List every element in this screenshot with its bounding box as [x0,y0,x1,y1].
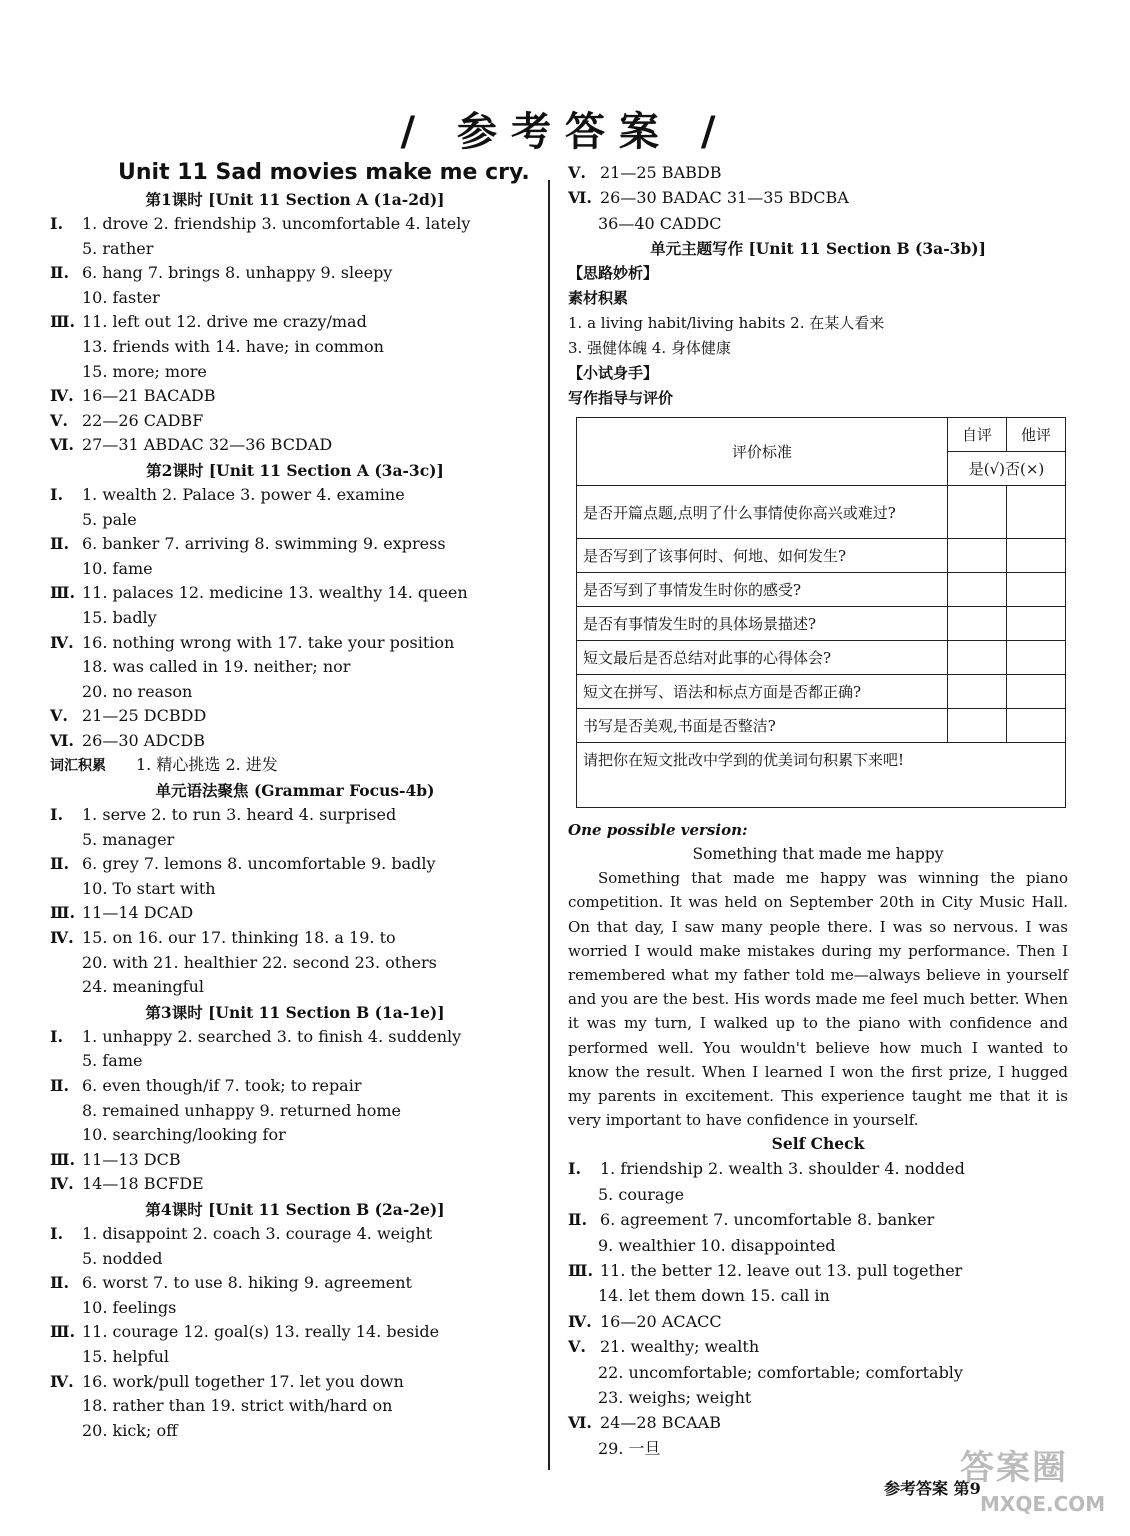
answer-line [568,160,1068,185]
section-number: Ⅱ. [50,263,70,283]
answer-line: 9. wealthier 10. disappointed [598,1235,836,1255]
answer-line [50,532,540,557]
answer-line [50,803,540,828]
answer-line: 15. more; more [82,361,207,381]
peer-check-cell[interactable] [1007,675,1066,709]
section-heading: 写作指导与评价 [568,389,674,408]
answer-text: 14—18 BCFDE [82,1174,204,1194]
answer-line [50,631,540,656]
section-number: Ⅵ. [50,730,74,750]
answer-text: 16—20 ACACC [600,1311,722,1331]
table-header-yesno: 是(√)否(×) [948,452,1066,486]
answer-line [50,1320,540,1345]
section-number: Ⅰ. [50,1223,64,1243]
table-row [577,607,1066,641]
essay-body: Something that made me happy was winning the piano competition. It was held on September 20th in City Music Hall. On that day, I saw many people there. I was so nervous. I was worried I would make mistakes during my performance. Then I remembered what my father told me—always believe in yourself and you are the best. His words made me feel much better. When it was my turn, I walked up to the piano with confidence and performed well. You wouldn't believe how much I wanted to know the result. When I learned I won the first prize, I hugged my parents in excitement. This experience taught me that it is very important to have confidence in yourself. [568,869,1068,1130]
answer-line [568,1410,1068,1435]
answer-text: 1. wealth 2. Palace 3. power 4. examine [82,484,405,504]
answer-text: 1. friendship 2. wealth 3. shoulder 4. nodded [600,1159,965,1179]
answer-line [568,1334,1068,1359]
peer-check-cell[interactable] [1007,641,1066,675]
answer-text: 16—21 BACADB [82,386,216,406]
answer-text: 1. disappoint 2. coach 3. courage 4. weight [82,1223,433,1243]
answer-text: 6. agreement 7. uncomfortable 8. banker [600,1210,935,1230]
answer-line [50,1222,540,1247]
section-number: Ⅰ. [50,1026,64,1046]
answer-line [50,1172,540,1197]
answer-line [50,852,540,877]
answer-text: 1. unhappy 2. searched 3. to finish 4. suddenly [82,1026,462,1046]
answer-line: 13. friends with 14. have; in common [82,336,384,356]
answer-line: 36—40 CADDC [598,213,722,233]
left-answer-list [50,187,540,1443]
section-number: Ⅳ. [50,1174,74,1194]
answer-line [50,483,540,508]
section-number: Ⅱ. [50,1076,70,1095]
section-heading: 素材积累 [568,289,629,308]
peer-check-cell[interactable] [1007,486,1066,539]
self-check-cell[interactable] [948,539,1007,573]
table-criterion: 是否写到了该事何时、何地、如何发生? [577,539,948,573]
answer-line: 5. pale [82,509,137,529]
answer-text: 11. palaces 12. medicine 13. wealthy 14. queen [82,583,468,603]
evaluation-table [576,417,1066,808]
answer-line: 23. weighs; weight [598,1387,752,1407]
table-criterion: 是否开篇点题,点明了什么事情使你高兴或难过? [577,486,948,539]
lesson-heading: 单元主题写作 [Unit 11 Section B (3a-3b)] [650,239,986,259]
answer-line: 5. manager [82,829,175,849]
answer-line: 10. feelings [82,1297,177,1317]
section-number: Ⅲ. [50,583,76,603]
answer-text: 26—30 ADCDB [82,730,206,750]
answer-line [568,1258,1068,1283]
lesson-heading: 第2课时 [Unit 11 Section A (3a-3c)] [146,460,444,480]
self-check-cell[interactable] [948,675,1007,709]
peer-check-cell[interactable] [1007,607,1066,641]
table-criterion: 短文在拼写、语法和标点方面是否都正确? [577,675,948,709]
answer-line [50,753,540,778]
section-number: Ⅴ. [568,1337,586,1357]
section-number: Ⅱ. [50,534,70,554]
unit-title: Unit 11 Sad movies make me cry. [118,160,530,185]
answer-text: 21—25 DCBDD [82,706,207,726]
section-number: Ⅲ. [50,903,76,923]
answer-text: 22—26 CADBF [82,410,204,430]
answer-line [50,729,540,754]
answer-line [568,1207,1068,1232]
section-number: Ⅰ. [50,214,64,233]
answer-line: 10. faster [82,287,160,307]
section-number: Ⅲ. [568,1260,594,1280]
section-heading: 【思路妙析】 [568,264,659,283]
answer-line: 8. remained unhappy 9. returned home [82,1100,401,1120]
answer-line: 5. courage [598,1184,685,1204]
right-answer-list-bottom [568,1156,1068,1461]
table-row [577,675,1066,709]
answer-text: 6. even though/if 7. took; to repair [82,1076,362,1095]
answer-line [50,901,540,926]
answer-text: 11—13 DCB [82,1149,181,1169]
table-row [577,573,1066,607]
section-number: Ⅰ. [568,1159,582,1179]
answer-line: 5. fame [82,1051,143,1071]
answer-line [50,1148,540,1173]
section-number: Ⅲ. [50,1322,76,1342]
answer-line: 10. fame [82,558,153,578]
section-number: Ⅴ. [50,410,68,430]
answer-line: 15. badly [82,607,157,627]
answer-text: 24—28 BCAAB [600,1413,721,1433]
table-criterion: 书写是否美观,书面是否整洁? [577,709,948,743]
answer-text: 6. hang 7. brings 8. unhappy 9. sleepy [82,263,393,283]
self-check-cell[interactable] [948,573,1007,607]
lesson-heading: 第3课时 [Unit 11 Section B (1a-1e)] [145,1002,445,1022]
answer-line [50,704,540,729]
answer-text: 1. 精心挑选 2. 进发 [136,755,278,775]
section-number: Ⅳ. [50,386,74,406]
section-number: Ⅲ. [50,312,76,332]
answer-line: 10. To start with [82,878,216,898]
answer-text: 6. banker 7. arriving 8. swimming 9. express [82,534,446,554]
answer-text: 16. work/pull together 17. let you down [82,1371,404,1391]
self-check-title: Self Check [771,1134,865,1154]
answer-line [50,212,540,237]
answer-text: 11. left out 12. drive me crazy/mad [82,312,367,332]
self-check-cell[interactable] [948,709,1007,743]
table-row [577,486,1066,539]
section-number: Ⅵ. [568,1413,592,1433]
table-criterion: 短文最后是否总结对此事的心得体会? [577,641,948,675]
answer-line [50,1074,540,1099]
answer-line: 18. rather than 19. strict with/hard on [82,1396,393,1416]
lesson-heading: 第4课时 [Unit 11 Section B (2a-2e)] [145,1199,445,1219]
answer-text: 11—14 DCAD [82,903,194,923]
answer-line [50,384,540,409]
answer-text: 6. worst 7. to use 8. hiking 9. agreement [82,1273,412,1293]
section-number: Ⅳ. [568,1311,592,1331]
answer-text: 15. on 16. our 17. thinking 18. a 19. to [82,928,396,948]
answer-line [568,1156,1068,1181]
watermark-logo: 答案圈 [960,1448,1068,1488]
left-column [50,160,540,1443]
answer-line: 20. no reason [82,681,193,701]
answer-line [50,1370,540,1395]
table-criterion: 是否有事情发生时的具体场景描述? [577,607,948,641]
answer-line: 22. uncomfortable; comfortable; comfortably [598,1362,963,1382]
answer-line [50,310,540,335]
section-number: Ⅴ. [50,706,68,726]
self-check-cell[interactable] [948,641,1007,675]
answer-line [50,261,540,286]
answer-line: 10. searching/looking for [82,1125,286,1145]
answer-line [568,1309,1068,1334]
section-number: Ⅳ. [50,1371,74,1391]
watermark-url: MXQE.COM [980,1492,1106,1516]
self-check-cell[interactable] [948,486,1007,539]
answer-text: 16. nothing wrong with 17. take your position [82,632,455,652]
answer-line: 20. kick; off [82,1420,178,1440]
section-number: Ⅱ. [50,854,70,874]
table-row [577,539,1066,573]
answer-text: 27—31 ABDAC 32—36 BCDAD [82,435,333,455]
answer-line: 1. a living habit/living habits 2. 在某人看来 [568,314,885,333]
answer-line: 5. rather [82,238,154,258]
section-number: Ⅳ. [50,632,74,652]
answer-line [50,581,540,606]
page-title: / 参考答案 / [400,109,730,155]
table-header-self: 自评 [948,418,1007,452]
section-number: Ⅴ. [568,163,586,182]
answer-line: 14. let them down 15. call in [598,1286,830,1306]
answer-line: 18. was called in 19. neither; nor [82,657,351,677]
answer-line [50,409,540,434]
essay-label: One possible version: [568,821,748,840]
answer-text: 11. the better 12. leave out 13. pull together [600,1260,963,1280]
answer-line: 24. meaningful [82,977,205,997]
right-column [568,160,1068,1461]
essay-title: Something that made me happy [692,845,944,864]
answer-text: 26—30 BADAC 31—35 BDCBA [600,188,849,208]
answer-line: 29. 一旦 [598,1438,661,1458]
answer-line: 15. helpful [82,1346,170,1366]
answer-line: 3. 强健体魄 4. 身体健康 [568,339,731,358]
answer-line [568,185,1068,210]
section-heading: 【小试身手】 [568,364,659,383]
peer-check-cell[interactable] [1007,573,1066,607]
section-number: Ⅰ. [50,484,64,504]
table-header-criteria: 评价标准 [577,418,948,486]
answer-text: 21—25 BABDB [600,163,722,182]
table-criterion: 是否写到了事情发生时你的感受? [577,573,948,607]
section-number: Ⅳ. [50,928,74,948]
answer-text: 1. drove 2. friendship 3. uncomfortable 4. lately [82,214,471,233]
table-row [577,641,1066,675]
section-number: 词汇积累 [50,758,106,775]
section-number: Ⅰ. [50,805,64,825]
column-divider [548,180,550,1470]
answer-line [50,926,540,951]
section-number: Ⅲ. [50,1149,76,1169]
section-number: Ⅵ. [568,188,592,208]
answer-line [50,1271,540,1296]
answer-text: 6. grey 7. lemons 8. uncomfortable 9. badly [82,854,436,874]
answer-text: 21. wealthy; wealth [600,1337,760,1357]
lesson-heading: 第1课时 [Unit 11 Section A (1a-2d)] [145,190,445,209]
answer-line [50,433,540,458]
section-number: Ⅱ. [568,1210,588,1230]
right-answer-list-top [568,160,1068,411]
answer-line: 20. with 21. healthier 22. second 23. others [82,952,437,972]
table-row [577,709,1066,743]
self-check-cell[interactable] [948,607,1007,641]
answer-text: 11. courage 12. goal(s) 13. really 14. beside [82,1322,440,1342]
answer-text: 1. serve 2. to run 3. heard 4. surprised [82,805,397,825]
answer-line [50,1025,540,1050]
peer-check-cell[interactable] [1007,539,1066,573]
table-header-peer: 他评 [1007,418,1066,452]
peer-check-cell[interactable] [1007,709,1066,743]
section-number: Ⅱ. [50,1273,70,1293]
table-footer-note: 请把你在短文批改中学到的优美词句积累下来吧! [577,743,1066,808]
answer-line: 5. nodded [82,1248,163,1268]
lesson-heading: 单元语法聚焦 (Grammar Focus-4b) [155,781,435,801]
section-number: Ⅵ. [50,435,74,455]
page-footer: 参考答案 第9 [884,1479,981,1498]
